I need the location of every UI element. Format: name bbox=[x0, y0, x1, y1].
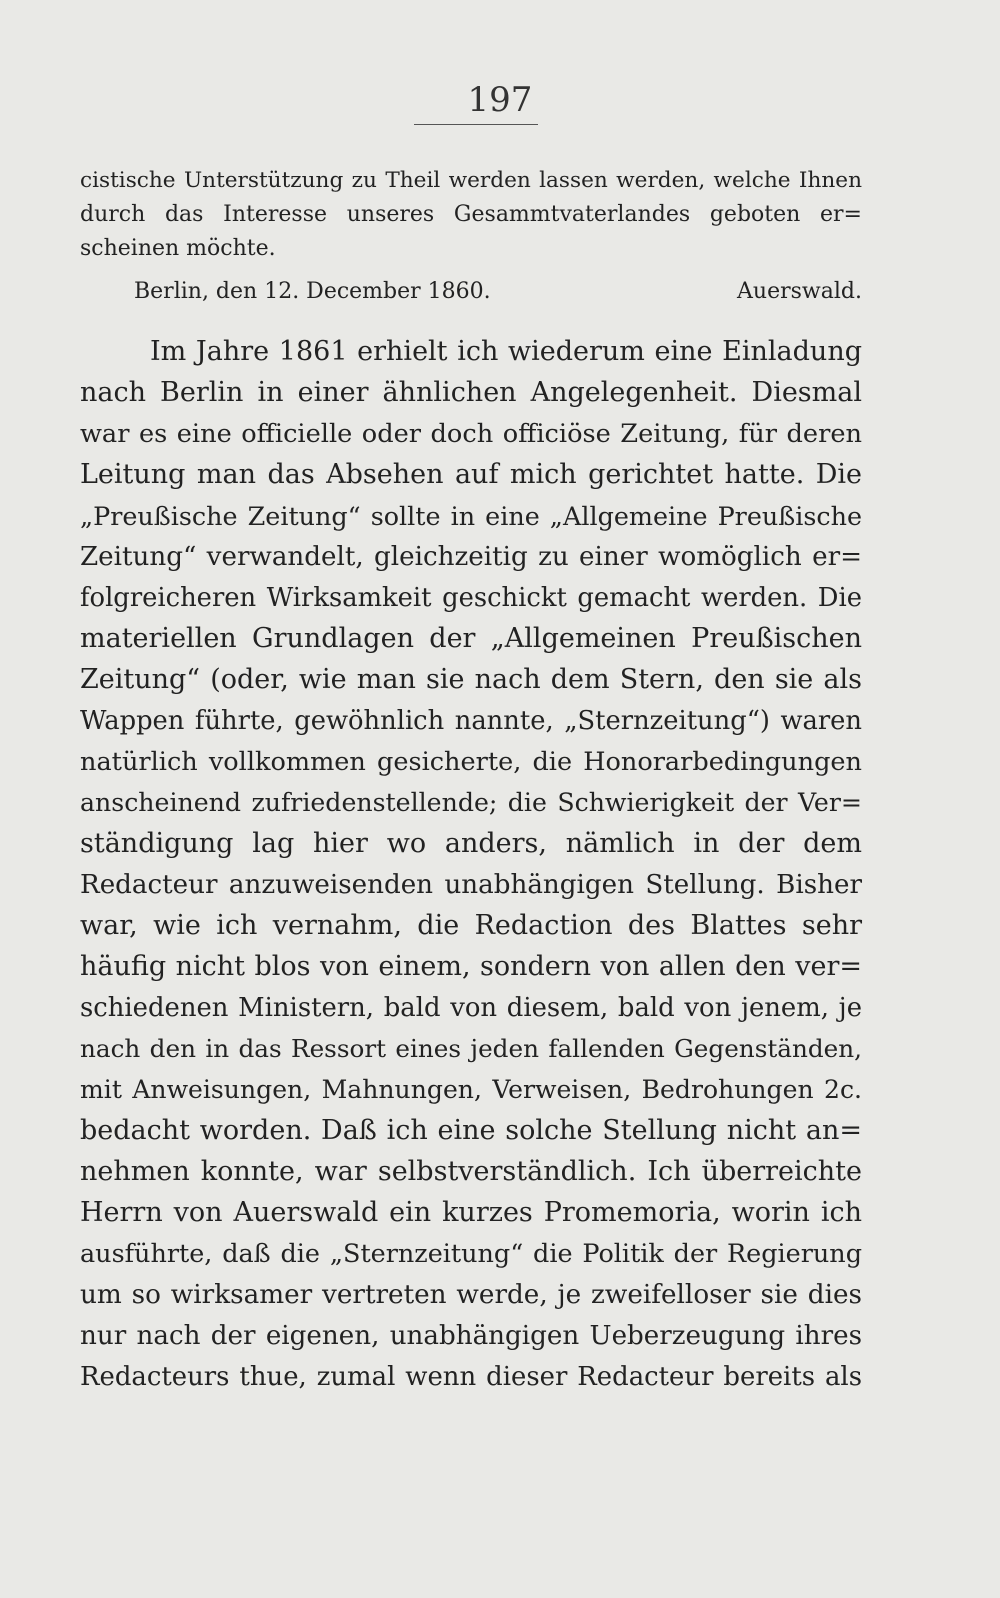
body-text-line: war, wie ich vernahm, die Redaction des Blattes sehr bbox=[80, 910, 862, 941]
letter-signature-row bbox=[134, 276, 862, 308]
body-text-line: anscheinend zufriedenstellende; die Schwierigkeit der Ver= bbox=[80, 788, 862, 817]
letter-text-line: durch das Interesse unseres Gesammtvaterlandes geboten er= bbox=[80, 202, 862, 227]
body-text-line: Im Jahre 1861 erhielt ich wiederum eine Einladung bbox=[150, 336, 862, 367]
body-text-line: Redacteur anzuweisenden unabhängigen Stellung. Bisher bbox=[80, 870, 862, 900]
body-text-line: Zeitung“ (oder, wie man sie nach dem Stern, den sie als bbox=[80, 664, 862, 695]
body-text-line: ausführte, daß die „Sternzeitung“ die Politik der Regierung bbox=[80, 1239, 862, 1269]
body-text-line: mit Anweisungen, Mahnungen, Verweisen, Bedrohungen 2c. bbox=[80, 1075, 862, 1104]
letter-signer: Auerswald. bbox=[737, 279, 862, 304]
body-text-line: materiellen Grundlagen der „Allgemeinen Preußischen bbox=[80, 623, 862, 654]
body-text-line: nur nach der eigenen, unabhängigen Ueberzeugung ihres bbox=[80, 1321, 862, 1351]
body-text-line: bedacht worden. Daß ich eine solche Stellung nicht an= bbox=[80, 1115, 862, 1146]
body-text-line: Wappen führte, gewöhnlich nannte, „Sternzeitung“) waren bbox=[80, 706, 862, 736]
letter-text-line: cistische Unterstützung zu Theil werden lassen werden, welche Ihnen bbox=[80, 168, 862, 193]
body-text-line: häufig nicht blos von einem, sondern von allen den ver= bbox=[80, 951, 862, 982]
body-text-line: Zeitung“ verwandelt, gleichzeitig zu einer womöglich er= bbox=[80, 542, 862, 572]
body-text-line: folgreicheren Wirksamkeit geschickt gemacht werden. Die bbox=[80, 583, 862, 613]
body-text-line: nach den in das Ressort eines jeden fallenden Gegenständen, bbox=[80, 1034, 862, 1063]
body-text-line: „Preußische Zeitung“ sollte in eine „Allgemeine Preußische bbox=[80, 501, 862, 531]
body-text-line: natürlich vollkommen gesicherte, die Honorarbedingungen bbox=[80, 747, 862, 777]
page-number: 197 bbox=[467, 80, 533, 120]
body-text-line: um so wirksamer vertreten werde, je zweifelloser sie dies bbox=[80, 1280, 862, 1310]
body-text-line: war es eine officielle oder doch officiöse Zeitung, für deren bbox=[80, 419, 862, 449]
header-rule bbox=[414, 124, 538, 125]
body-text-line: nach Berlin in einer ähnlichen Angelegenheit. Diesmal bbox=[80, 377, 862, 408]
body-text-line: schiedenen Ministern, bald von diesem, bald von jenem, je bbox=[80, 993, 862, 1023]
body-text-line: Leitung man das Absehen auf mich gerichtet hatte. Die bbox=[80, 459, 862, 490]
body-text-line: Redacteurs thue, zumal wenn dieser Redacteur bereits als bbox=[80, 1362, 862, 1392]
body-text-line: Herrn von Auerswald ein kurzes Promemoria, worin ich bbox=[80, 1197, 862, 1228]
body-text-line: ständigung lag hier wo anders, nämlich in der dem bbox=[80, 828, 862, 859]
body-text-line: nehmen konnte, war selbstverständlich. Ich überreichte bbox=[80, 1156, 862, 1187]
letter-text-line: scheinen möchte. bbox=[80, 236, 276, 261]
letter-date: Berlin, den 12. December 1860. bbox=[134, 279, 491, 304]
